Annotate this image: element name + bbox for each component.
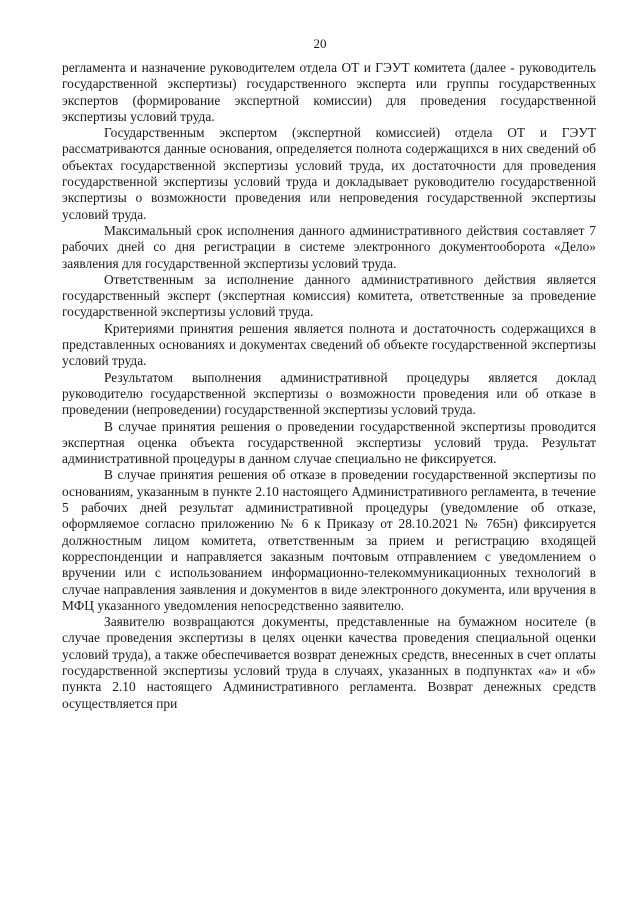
document-body [62,60,596,712]
paragraph-4: Ответственным за исполнение данного административного действия является государственный эксперт (экспертная комиссия) комитета, ответственные за проведение государственной экспертизы условий труда. [62,271,596,320]
paragraph-6: Результатом выполнения административной процедуры является доклад руководителю государственной экспертизы о возможности проведения или об отказе в проведении (непроведении) государственной экспертизы условий труда. [62,369,596,418]
page-number: 20 [313,36,327,51]
paragraph-3: Максимальный срок исполнения данного административного действия составляет 7 рабочих дней со дня регистрации в системе электронного документооборота «Дело» заявления для государственной экспертизы условий труда. [62,222,596,271]
paragraph-5: Критериями принятия решения является полнота и достаточность содержащихся в представленных основаниях и документах сведений об объекте государственной экспертизы условий труда. [62,320,596,369]
paragraph-1: регламента и назначение руководителем отдела ОТ и ГЭУТ комитета (далее - руководитель государственной экспертизы) государственного эксперта или группы государственных экспертов (формирование экспертной комиссии) для проведения государственной экспертизы условий труда. [62,60,596,124]
paragraph-8: В случае принятия решения об отказе в проведении государственной экспертизы по основаниям, указанным в пункте 2.10 настоящего Административного регламента, в течение 5 рабочих дней результат административной процедуры (уведомление об отказе, оформляемое согласно приложению № 6 к Приказу от 28.10.2021 № 765н) фиксируется должностным лицом комитета, ответственным за прием и регистрацию входящей корреспонденции и направляется заказным почтовым отправлением с уведомлением о вручении или с использованием информационно-телекоммуникационных технологий в случае направления заявления и документов в виде электронного документа, или вручения в МФЦ указанного уведомления непосредственно заявителю. [62,467,596,613]
paragraph-9: Заявителю возвращаются документы, представленные на бумажном носителе (в случае проведения экспертизы в целях оценки качества проведения специальной оценки условий труда), а также обеспечивается возврат денежных средств, внесенных в счет оплаты государственной экспертизы условий труда в случаях, указанных в подпунктах «а» и «б» пункта 2.10 настоящего Административного регламента. Возврат денежных средств осуществляется при [62,614,596,711]
paragraph-7: В случае принятия решения о проведении государственной экспертизы проводится экспертная оценка объекта государственной экспертизы условий труда. Результат административной процедуры в данном случае специально не фиксируется. [62,418,596,467]
paragraph-2: Государственным экспертом (экспертной комиссией) отдела ОТ и ГЭУТ рассматриваются данные основания, определяется полнота содержащихся в них сведений об объектах государственной экспертизы условий труда, их достаточности для проведения государственной экспертизы условий труда и докладывает руководителю государственной экспертизы о возможности проведения или непроведения государственной экспертизы условий труда. [62,125,596,222]
